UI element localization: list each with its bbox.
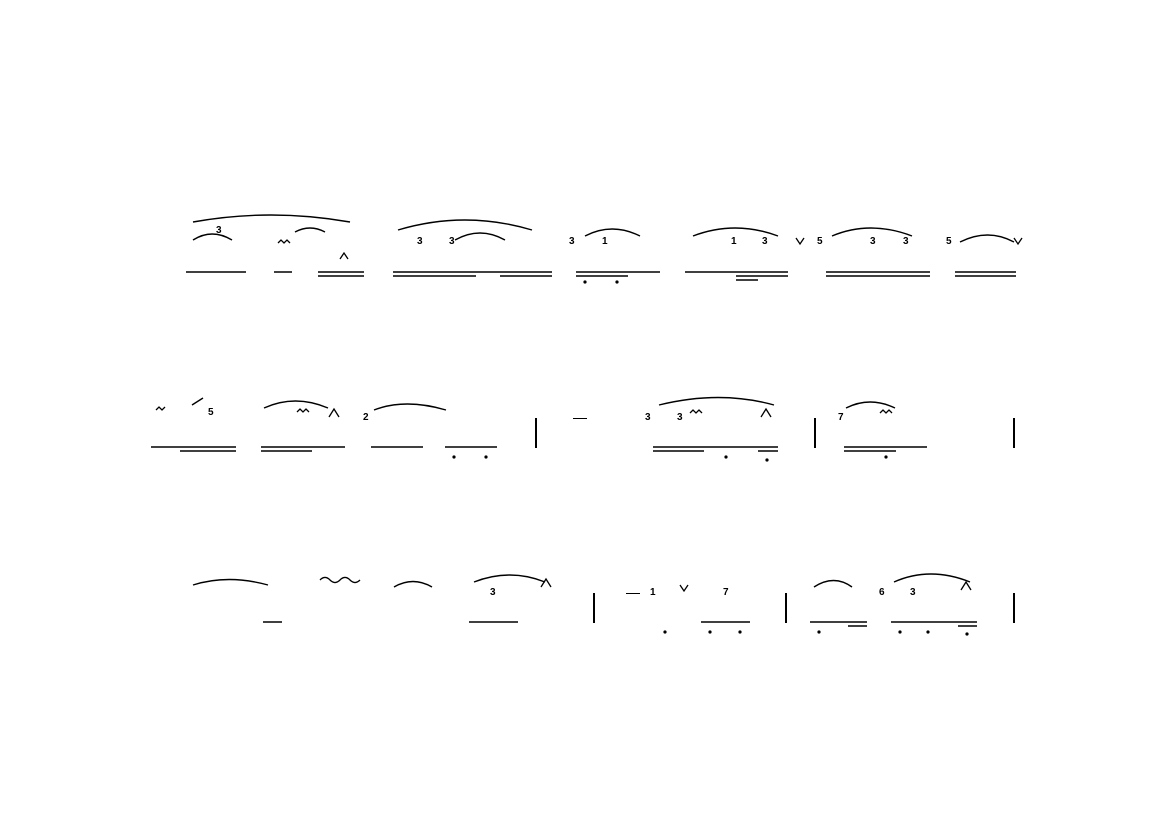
- svg-text:1: 1: [731, 236, 737, 247]
- svg-text:3: 3: [903, 236, 909, 247]
- svg-text:3: 3: [910, 587, 916, 598]
- svg-text:1: 1: [602, 236, 608, 247]
- grace-notes: [208, 225, 952, 598]
- svg-text:3: 3: [490, 587, 496, 598]
- svg-text:3: 3: [762, 236, 768, 247]
- svg-text:3: 3: [569, 236, 575, 247]
- svg-text:3: 3: [216, 225, 222, 236]
- underlines: [151, 272, 1016, 626]
- svg-text:3: 3: [645, 412, 651, 423]
- octave-dots: [452, 280, 968, 635]
- svg-text:7: 7: [838, 412, 844, 423]
- svg-text:3: 3: [417, 236, 423, 247]
- svg-text:3: 3: [677, 412, 683, 423]
- slurs: [192, 215, 1014, 587]
- svg-text:3: 3: [870, 236, 876, 247]
- svg-text:1: 1: [650, 587, 656, 598]
- svg-text:5: 5: [817, 236, 823, 247]
- ornaments: [156, 238, 1022, 591]
- svg-text:6: 6: [879, 587, 885, 598]
- svg-text:2: 2: [363, 412, 369, 423]
- svg-text:5: 5: [208, 407, 214, 418]
- svg-text:5: 5: [946, 236, 952, 247]
- svg-text:3: 3: [449, 236, 455, 247]
- svg-text:7: 7: [723, 587, 729, 598]
